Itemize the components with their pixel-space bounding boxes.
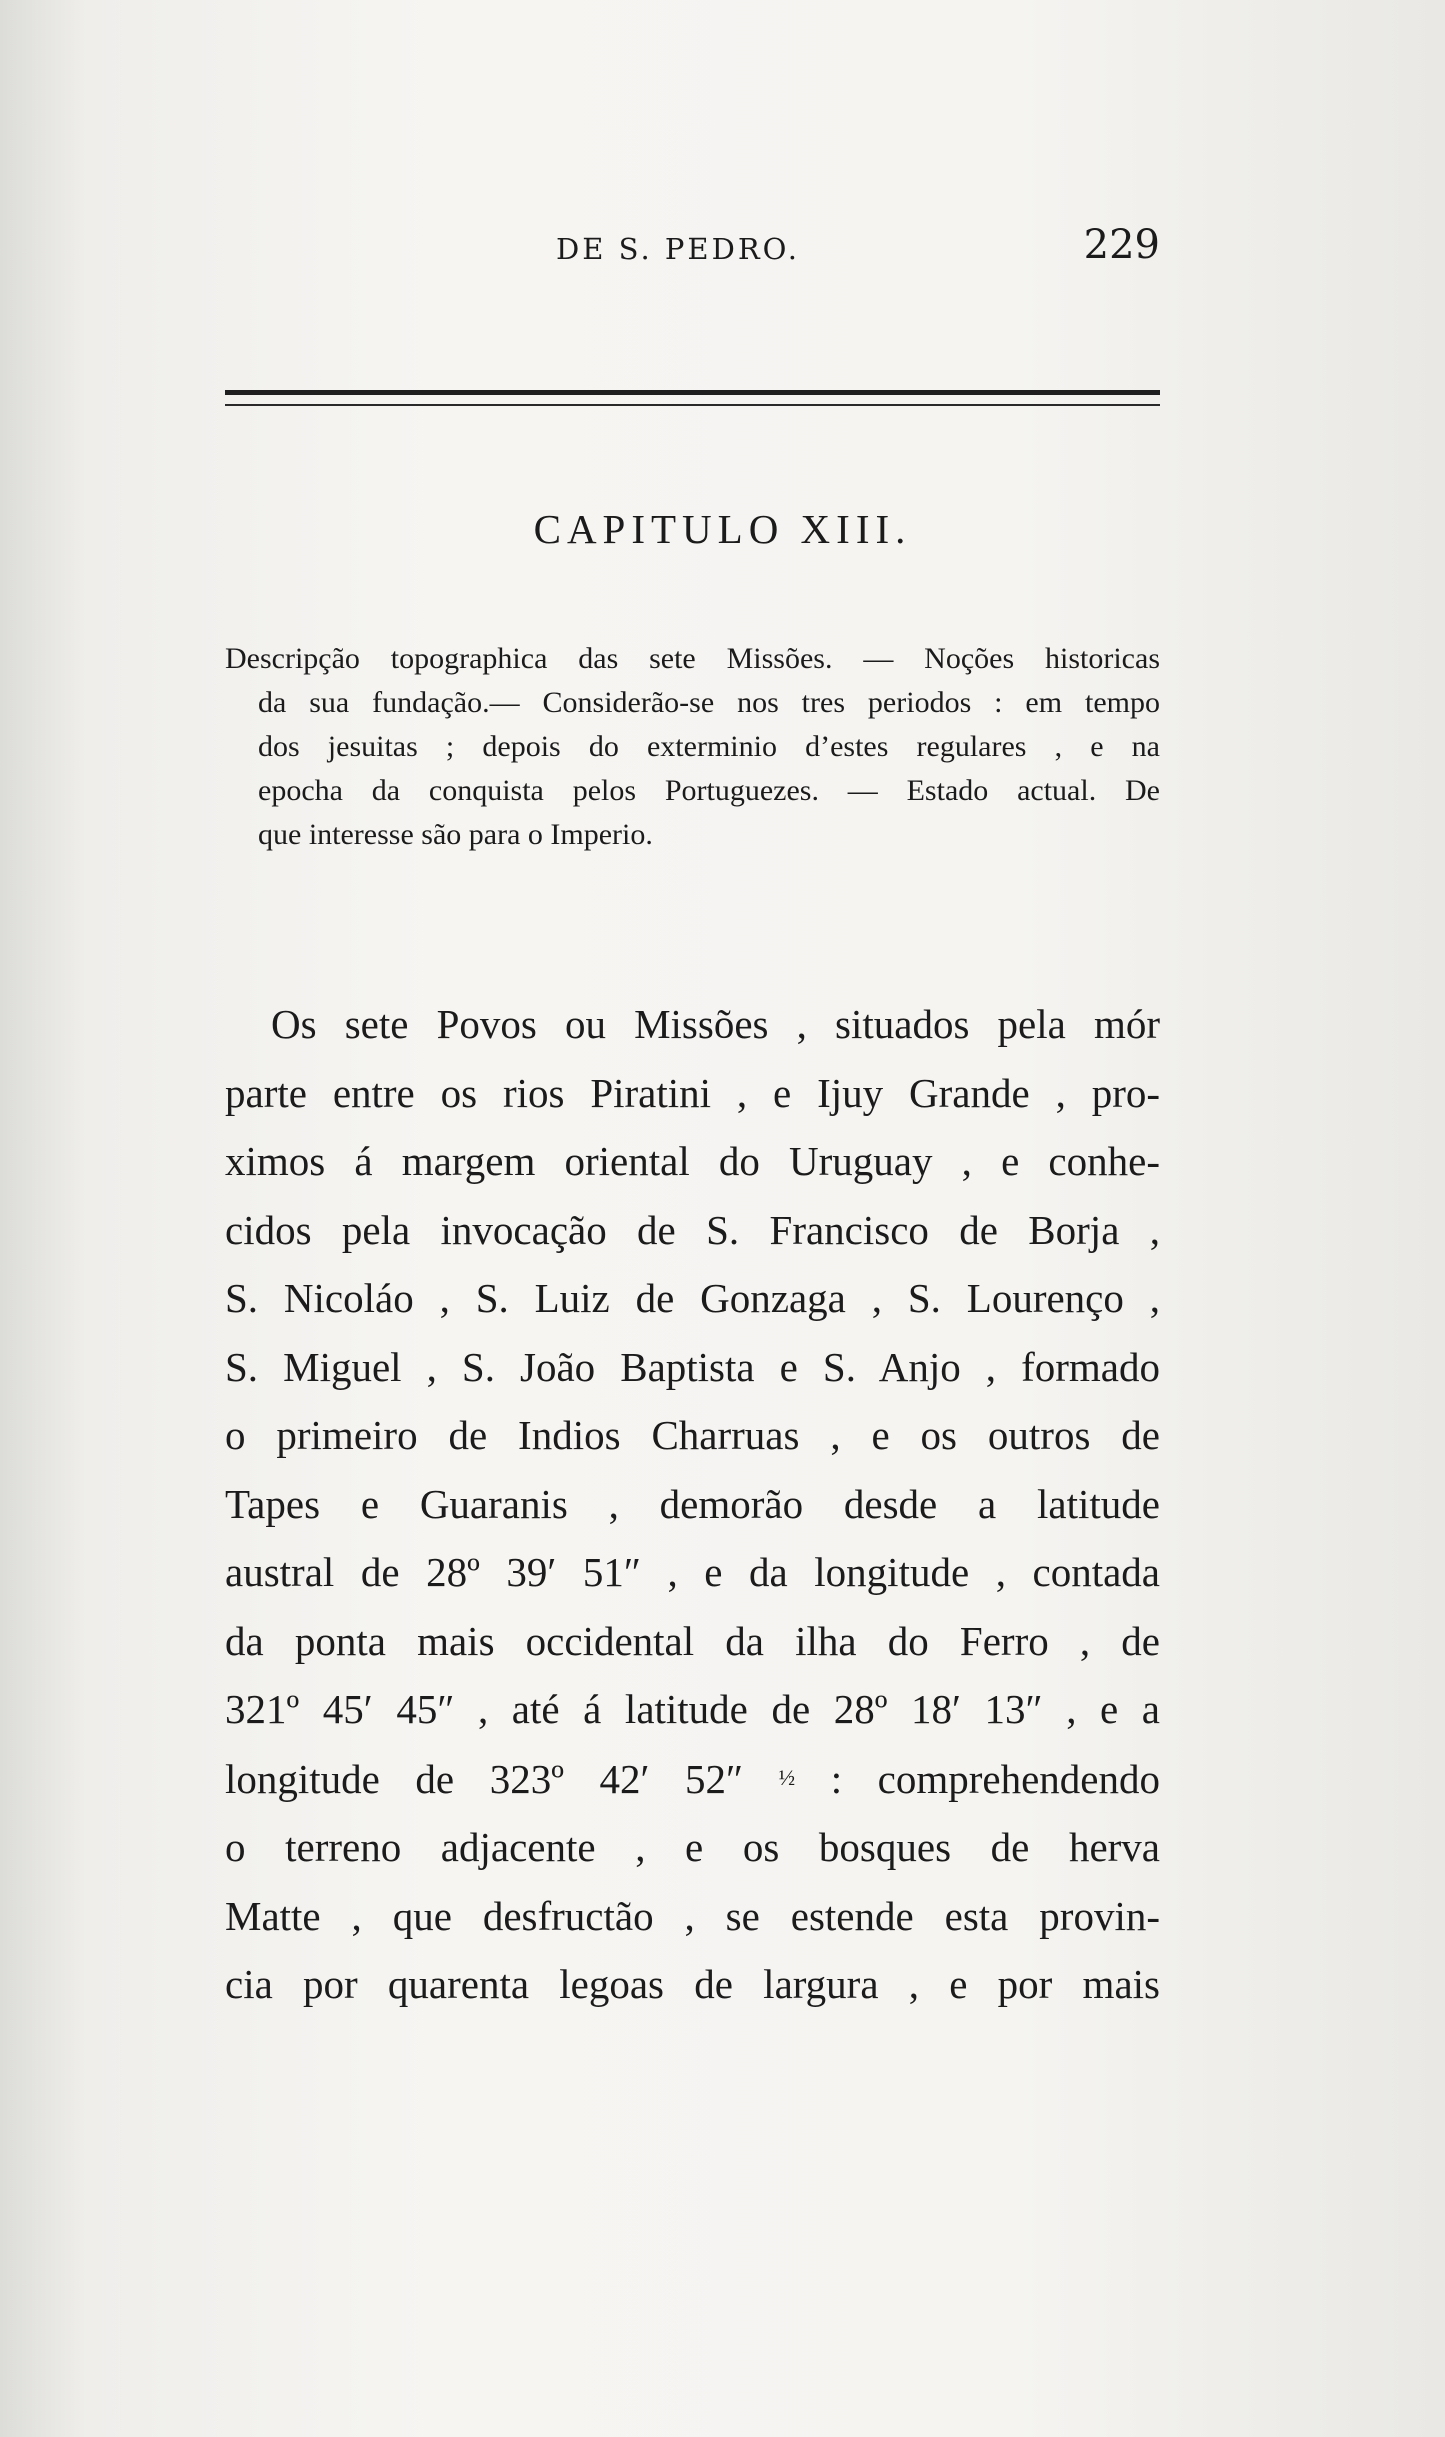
running-head: DE S. PEDRO. <box>556 232 800 266</box>
summary-line: da sua fundação.— Considerão-se nos tres periodos : em tempo <box>258 686 1160 719</box>
chapter-summary <box>225 637 1160 857</box>
body-line: parte entre os rios Piratini , e Ijuy Grande , pro- <box>225 1069 1160 1116</box>
summary-line: que interesse são para o Imperio. <box>258 818 653 851</box>
body-line: o primeiro de Indios Charruas , e os outros de <box>225 1412 1160 1458</box>
body-line: cia por quarenta legoas de largura , e por mais <box>225 1961 1160 2007</box>
summary-line: epocha da conquista pelos Portuguezes. — Estado actual. De <box>258 774 1160 807</box>
body-line: Matte , que desfructão , se estende esta provin- <box>225 1892 1160 1939</box>
body-line-with-fraction <box>225 1744 1160 1814</box>
page-number: 229 <box>1083 222 1160 268</box>
body-line: cidos pela invocação de S. Francisco de Borja , <box>225 1206 1160 1253</box>
body-line: S. Miguel , S. João Baptista e S. Anjo , formado <box>225 1343 1160 1390</box>
body-line: da ponta mais occidental da ilha do Ferro , de <box>225 1617 1160 1664</box>
body-line: Tapes e Guaranis , demorão desde a latitude <box>225 1480 1160 1527</box>
summary-line: Descripção topographica das sete Missões. — Noções historicas <box>225 642 1160 675</box>
body-line: 321º 45′ 45″ , até á latitude de 28º 18′ 13″ , e a <box>225 1686 1160 1732</box>
body-line: o terreno adjacente , e os bosques de herva <box>225 1824 1160 1870</box>
body-paragraph <box>225 990 1160 2019</box>
body-line: austral de 28º 39′ 51″ , e da longitude , contada <box>225 1549 1160 1595</box>
chapter-title: CAPITULO XIII. <box>533 506 912 552</box>
body-line: ximos á margem oriental do Uruguay , e conhe- <box>225 1138 1160 1184</box>
header-rule-thick <box>225 390 1160 395</box>
fraction-one-half: ½ <box>778 1764 796 1790</box>
body-line: S. Nicoláo , S. Luiz de Gonzaga , S. Lourenço , <box>225 1275 1160 1321</box>
body-line-part: longitude de 323º 42′ 52″ <box>225 1755 744 1802</box>
body-line-part: : comprehendendo <box>830 1755 1160 1802</box>
body-line: Os sete Povos ou Missões , situados pela mór <box>271 1001 1160 1047</box>
summary-line: dos jesuitas ; depois do exterminio d’estes regulares , e na <box>258 730 1160 763</box>
header-rule-thin <box>225 404 1160 406</box>
